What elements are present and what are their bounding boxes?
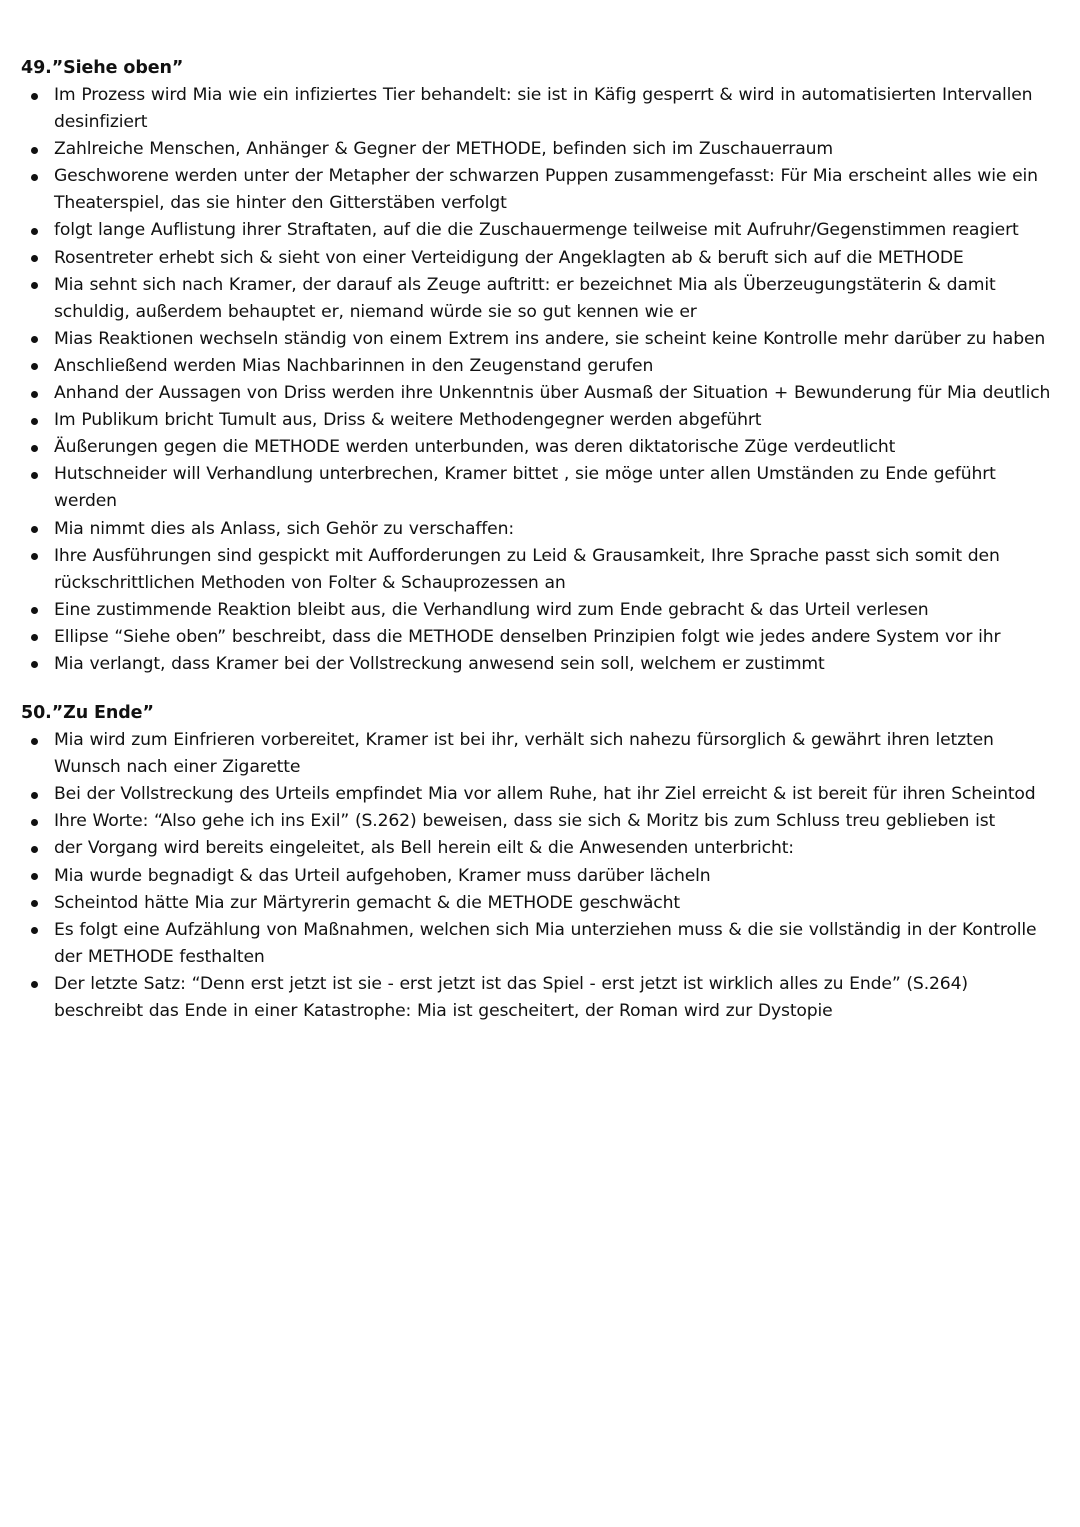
section-heading: 49.”Siehe oben” xyxy=(21,58,184,78)
section-50 xyxy=(21,700,1060,1025)
list-item: Mia sehnt sich nach Kramer, der darauf als Zeuge auftritt: er bezeichnet Mia als Überzeugungstäterin & damit schuldig, außerdem behauptet er, niemand würde sie so gut kennen wie er xyxy=(21,272,1060,326)
list-item: folgt lange Auflistung ihrer Straftaten, auf die die Zuschauermenge teilweise mit Aufruhr/Gegenstimmen reagiert xyxy=(21,217,1060,244)
bullet-list xyxy=(21,727,1060,1025)
list-item: Mia wird zum Einfrieren vorbereitet, Kramer ist bei ihr, verhält sich nahezu fürsorglich & gewährt ihren letzten Wunsch nach einer Zigarette xyxy=(21,727,1060,781)
list-item: Geschworene werden unter der Metapher der schwarzen Puppen zusammengefasst: Für Mia erscheint alles wie ein Theaterspiel, das sie hinter den Gitterstäben verfolgt xyxy=(21,163,1060,217)
list-item: Mia wurde begnadigt & das Urteil aufgehoben, Kramer muss darüber lächeln xyxy=(21,863,1060,890)
list-item: Ellipse “Siehe oben” beschreibt, dass die METHODE denselben Prinzipien folgt wie jedes andere System vor ihr xyxy=(21,624,1060,651)
list-item: Ihre Worte: “Also gehe ich ins Exil” (S.262) beweisen, dass sie sich & Moritz bis zum Schluss treu geblieben ist xyxy=(21,808,1060,835)
section-heading: 50.”Zu Ende” xyxy=(21,703,154,724)
list-item: Ihre Ausführungen sind gespickt mit Aufforderungen zu Leid & Grausamkeit, Ihre Sprache passt sich somit den rückschrittlichen Methoden von Folter & Schauprozessen an xyxy=(21,543,1060,597)
list-item: Hutschneider will Verhandlung unterbrechen, Kramer bittet , sie möge unter allen Umständen zu Ende geführt werden xyxy=(21,461,1060,515)
section-49 xyxy=(21,55,1060,678)
list-item: Zahlreiche Menschen, Anhänger & Gegner der METHODE, befinden sich im Zuschauerraum xyxy=(21,136,1060,163)
list-item: Im Publikum bricht Tumult aus, Driss & weitere Methodengegner werden abgeführt xyxy=(21,407,1060,434)
list-item: Der letzte Satz: “Denn erst jetzt ist sie - erst jetzt ist das Spiel - erst jetzt ist wirklich alles zu Ende” (S.264) beschreibt das Ende in einer Katastrophe: Mia ist gescheitert, der Roman wird zur Dystopie xyxy=(21,971,1060,1025)
list-item: Mias Reaktionen wechseln ständig von einem Extrem ins andere, sie scheint keine Kontrolle mehr darüber zu haben xyxy=(21,326,1060,353)
list-item: Äußerungen gegen die METHODE werden unterbunden, was deren diktatorische Züge verdeutlicht xyxy=(21,434,1060,461)
list-item: Eine zustimmende Reaktion bleibt aus, die Verhandlung wird zum Ende gebracht & das Urteil verlesen xyxy=(21,597,1060,624)
list-item: Es folgt eine Aufzählung von Maßnahmen, welchen sich Mia unterziehen muss & die sie vollständig in der Kontrolle der METHODE festhalten xyxy=(21,917,1060,971)
list-item: der Vorgang wird bereits eingeleitet, als Bell herein eilt & die Anwesenden unterbricht: xyxy=(21,835,1060,862)
list-item: Anhand der Aussagen von Driss werden ihre Unkenntnis über Ausmaß der Situation + Bewunderung für Mia deutlich xyxy=(21,380,1060,407)
list-item: Mia verlangt, dass Kramer bei der Vollstreckung anwesend sein soll, welchem er zustimmt xyxy=(21,651,1060,678)
list-item: Bei der Vollstreckung des Urteils empfindet Mia vor allem Ruhe, hat ihr Ziel erreicht & ist bereit für ihren Scheintod xyxy=(21,781,1060,808)
list-item: Mia nimmt dies als Anlass, sich Gehör zu verschaffen: xyxy=(21,516,1060,543)
list-item: Im Prozess wird Mia wie ein infiziertes Tier behandelt: sie ist in Käfig gesperrt & wird in automatisierten Intervallen desinfiziert xyxy=(21,82,1060,136)
list-item: Rosentreter erhebt sich & sieht von einer Verteidigung der Angeklagten ab & beruft sich auf die METHODE xyxy=(21,245,1060,272)
bullet-list xyxy=(21,82,1060,678)
list-item: Scheintod hätte Mia zur Märtyrerin gemacht & die METHODE geschwächt xyxy=(21,890,1060,917)
list-item: Anschließend werden Mias Nachbarinnen in den Zeugenstand gerufen xyxy=(21,353,1060,380)
